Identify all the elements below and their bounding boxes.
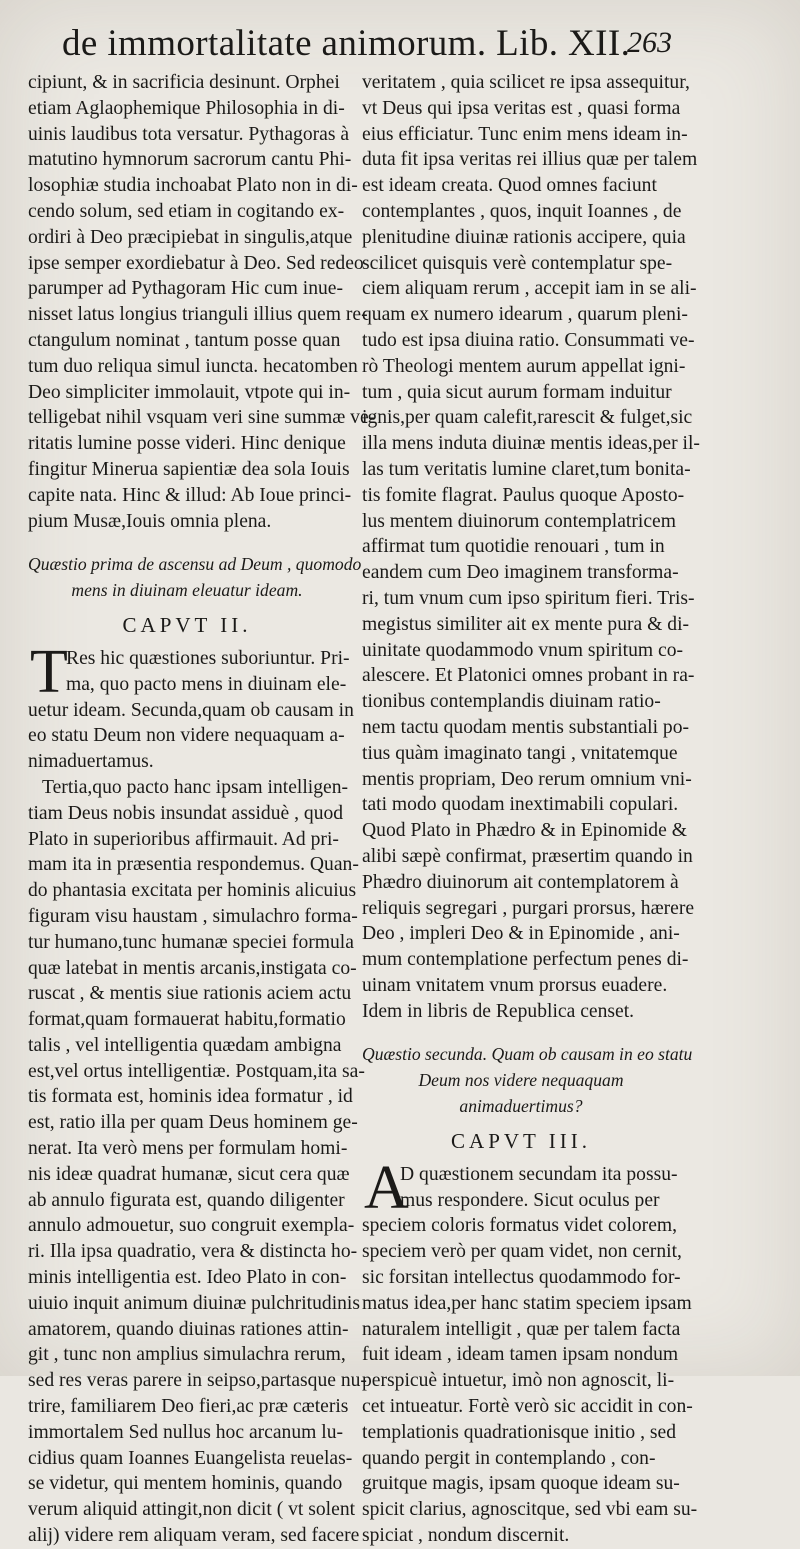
text-line: ciem aliquam rerum , accepit iam in se ali- [362, 278, 697, 300]
text-line-content: D quæstionem secundam ita possu- [400, 1163, 678, 1185]
text-line: sed res veras parere in seipso,partasque nu- [28, 1370, 367, 1392]
text-line: cet intueatur. Fortè verò sic accidit in con- [362, 1396, 693, 1418]
text-line: ignis,per quam calefit,rarescit & fulget,sic [362, 407, 693, 429]
text-line: reliquis segregari , purgari prorsus, hærere [362, 897, 695, 919]
text-line: ma, quo pacto mens in diuinam ele- [66, 673, 347, 695]
text-line: sic forsitan intellectus quodammodo for- [362, 1267, 681, 1289]
text-line: format,quam formauerat habitu,formatio [28, 1009, 346, 1031]
text-line: fingitur Minerua sapientiæ dea sola Iouis [28, 458, 350, 480]
text-line: eius efficiatur. Tunc enim mens ideam in- [362, 123, 688, 145]
text-line: amatorem, quando diuinas rationes attin- [28, 1318, 349, 1340]
text-line: plenitudine diuinæ rationis accipere, quia [362, 226, 686, 248]
text-line: ri, tum vnum cum ipso spiritum fieri. Tris- [362, 587, 695, 609]
text-line: nisset latus longius trianguli illius quem re- [28, 304, 368, 326]
text-line: est ideam creata. Quod omnes faciunt [362, 175, 657, 197]
text-line: est,vel ortus intelligentiæ. Postquam,ita sa- [28, 1060, 365, 1082]
text-line: tati modo quodam inextimabili copulari. [362, 794, 679, 816]
page-number: 263 [627, 26, 672, 59]
text-line: rò Theologi mentem aurum appellat igni- [362, 355, 686, 377]
drop-cap-initial: A [364, 1153, 409, 1222]
text-line: veritatem , quia scilicet re ipsa assequitur, [362, 72, 690, 93]
text-line: contemplantes , quos, inquit Ioannes , de [362, 200, 682, 222]
text-line: scilicet quisquis verè contemplatur spe- [362, 252, 673, 274]
text-line: se videtur, qui mentem hominis, quando [28, 1473, 343, 1495]
question-heading-line: Quæstio prima de ascensu ad Deum , quomodo [28, 554, 362, 575]
text-line: ctangulum nominat , tantum posse quan [28, 329, 341, 351]
text-line: illa mens induta diuinæ mentis ideas,per il- [362, 433, 700, 455]
text-line: uetur ideam. Secunda,quam ob causam in [28, 699, 354, 721]
text-line: Idem in libris de Republica censet. [362, 1000, 635, 1022]
text-line: templationis quadrationisque initio , sed [362, 1421, 676, 1443]
chapter-heading: CAPVT II. [122, 612, 252, 637]
text-line: spiciat , nondum discernit. [362, 1525, 570, 1547]
text-line: matus idea,per hanc statim speciem ipsam [362, 1292, 692, 1314]
question-heading-line: animaduertimus? [459, 1096, 583, 1117]
text-line: cidius quam Ioannes Euangelista reuelas- [28, 1447, 353, 1469]
text-line: megistus similiter ait ex mente pura & di- [362, 613, 690, 635]
text-line: tum , quia sicut aurum formam induitur [362, 381, 672, 403]
text-line: spicit clarius, agnoscitque, sed vbi eam su- [362, 1499, 698, 1521]
text-line: verum aliquid attingit,non dicit ( vt solent [28, 1499, 356, 1521]
text-line: uiuio inquit animum diuinæ pulchritudinis [28, 1292, 361, 1314]
text-line: ordiri à Deo præcipiebat in singulis,atque [28, 226, 353, 248]
text-line: alescere. Et Platonici omnes probant in ra- [362, 665, 695, 687]
text-line: do phantasia excitata per hominis alicuius [28, 880, 357, 902]
text-line: duta fit ipsa veritas rei illius quæ per talem [362, 149, 698, 171]
text-line: figuram visu haustam , simulachro forma- [28, 905, 358, 927]
text-line: eo statu Deum non videre nequaquam a- [28, 725, 345, 747]
text-line: quando pergit in contemplando , con- [362, 1447, 656, 1469]
text-line: quam ex numero idearum , quarum pleni- [362, 304, 688, 326]
text-line: immortalem Sed nullus hoc arcanum lu- [28, 1421, 344, 1443]
text-line: tudo est ipsa diuina ratio. Consummati ve- [362, 329, 695, 351]
text-line: ab annulo figurata est, quando diligenter [28, 1189, 345, 1211]
text-line: mentis propriam, Deo rerum omnium vni- [362, 768, 692, 790]
text-line: vt Deus qui ipsa veritas est , quasi forma [362, 97, 681, 119]
text-line: Deo simpliciter immolauit, vtpote qui in- [28, 381, 351, 403]
text-line: telligebat nihil vsquam veri sine summæ ve- [28, 407, 376, 429]
text-line: losophiæ studia inchoabat Plato non in di- [28, 175, 358, 197]
text-line: affirmat tum quotidie renouari , tum in [362, 536, 665, 558]
text-line: uinitate quodammodo vnum spiritum co- [362, 639, 684, 661]
text-line: uinis laudibus tota versatur. Pythagoras à [28, 123, 350, 145]
text-line: mus respondere. Sicut oculus per [400, 1189, 660, 1211]
text-line: ipse semper exordiebatur à Deo. Sed redeo [28, 252, 364, 274]
text-line: nis ideæ quadrat humanæ, sicut cera quæ [28, 1163, 350, 1185]
text-line: fuit ideam , ideam tamen ipsam nondum [362, 1344, 679, 1366]
text-line: cendo solum, sed etiam in cogitando ex- [28, 200, 345, 222]
text-line: gruitque magis, ipsam quoque ideam su- [362, 1473, 680, 1495]
text-line: uinam vnitatem vnum prorsus euadere. [362, 974, 668, 996]
text-line: Phædro diuinorum ait contemplatorem à [362, 871, 679, 893]
text-line: pium Musæ,Iouis omnia plena. [28, 510, 272, 532]
text-line: tius quàm imaginato tangi , vnitatemque [362, 742, 678, 764]
text-line: eandem cum Deo imaginem transforma- [362, 562, 679, 584]
running-head [62, 20, 672, 64]
text-line: naturalem intelligit , quæ per talem facta [362, 1318, 681, 1340]
text-line: lus mentem diuinorum contemplatricem [362, 510, 676, 532]
text-line: speciem coloris formatus videt colorem, [362, 1215, 678, 1237]
text-line: minis intelligentia est. Ideo Plato in con- [28, 1267, 347, 1289]
text-line: alibi sæpè confirmat, præsertim quando in [362, 845, 693, 867]
paragraph-gap [362, 1024, 680, 1042]
text-line: speciem verò per quam videt, non cernit, [362, 1241, 682, 1263]
left-column [28, 70, 376, 1549]
question-heading-line: Deum nos videre nequaquam [418, 1070, 624, 1091]
question-heading-line: mens in diuinam eleuatur ideam. [71, 580, 303, 601]
text-line: quæ latebat in mentis arcanis,instigata co- [28, 957, 357, 979]
running-title: de immortalitate animorum. Lib. XII. [62, 23, 631, 64]
drop-cap-initial: T [30, 637, 68, 706]
text-line: matutino hymnorum sacrorum cantu Phi- [28, 149, 352, 171]
text-line: ri. Illa ipsa quadratio, vera & distincta ho- [28, 1241, 358, 1263]
text-line: tis fomite flagrat. Paulus quoque Aposto- [362, 484, 685, 506]
right-column [362, 70, 700, 1549]
text-line-content: Res hic quæstiones suboriuntur. Pri- [66, 647, 350, 669]
text-line: nem tactu quodam mentis substantiali po- [362, 716, 690, 738]
text-line: mam ita in præsentia respondemus. Quan- [28, 854, 359, 876]
text-line: talis , vel intelligentia quædam ambigna [28, 1034, 342, 1056]
text-line: nimaduertamus. [28, 751, 154, 773]
text-line: ritatis lumine posse videri. Hinc denique [28, 433, 346, 455]
text-line: Tertia,quo pacto hanc ipsam intelligen- [42, 776, 349, 798]
text-line: perspicuè intuetur, imò non agnoscit, li- [362, 1370, 675, 1392]
text-line: git , tunc non amplius simulachra rerum, [28, 1344, 346, 1366]
text-line: tiam Deus nobis insundat assiduè , quod [28, 802, 344, 824]
text-line: nerat. Ita verò mens per formulam homi- [28, 1138, 348, 1160]
text-line: tis formata est, hominis idea formatur , id [28, 1086, 353, 1108]
text-line: alij) videre rem aliquam veram, sed facere [28, 1525, 360, 1547]
text-line: ruscat , & mentis siue rationis aciem actu [28, 983, 352, 1005]
text-line: etiam Aglaophemique Philosophia in di- [28, 97, 345, 119]
text-line: est, ratio illa per quam Deus hominem ge- [28, 1112, 358, 1134]
text-line: trire, familiarem Deo fieri,ac præ cæteris [28, 1396, 349, 1418]
text-line: tur humano,tunc humanæ speciei formula [28, 931, 354, 953]
question-heading-line: Quæstio secunda. Quam ob causam in eo statu [362, 1044, 693, 1065]
chapter-heading: CAPVT III. [451, 1128, 591, 1153]
text-line: mum contemplatione perfectum penes di- [362, 949, 689, 971]
text-line: cipiunt, & in sacrificia desinunt. Orphei [28, 72, 340, 93]
text-line: Deo , impleri Deo & in Epinomide , ani- [362, 923, 680, 945]
text-line: parumper ad Pythagoram Hic cum inue- [28, 278, 344, 300]
text-line: tum duo reliqua simul iuncta. hecatomben [28, 355, 358, 377]
paragraph-gap [28, 534, 346, 552]
text-line: Plato in superioribus affirmauit. Ad pri- [28, 828, 339, 850]
text-line: tionibus contemplandis diuinam ratio- [362, 691, 661, 713]
text-line: las tum veritatis lumine claret,tum bonita- [362, 458, 691, 480]
text-line: Quod Plato in Phædro & in Epinomide & [362, 820, 687, 842]
text-line: annulo admouetur, suo congruit exempla- [28, 1215, 355, 1237]
text-line: capite nata. Hinc & illud: Ab Ioue princi- [28, 484, 352, 506]
